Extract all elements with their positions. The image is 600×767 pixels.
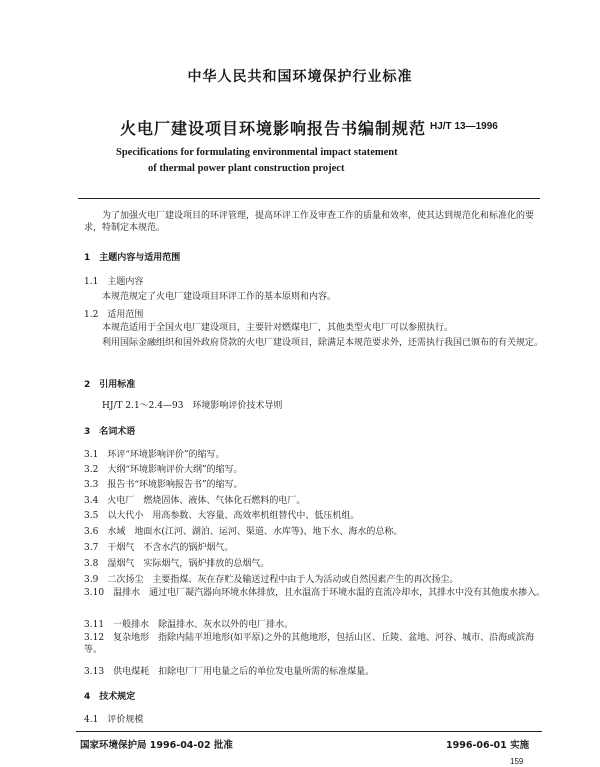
section-4-1-title: 4.1 评价规模: [84, 715, 144, 725]
term-3-12: [84, 632, 550, 656]
section-1-1-text: 本规范规定了火电厂建设项目环评工作的基本原则和内容。: [102, 292, 337, 302]
term-text: 水域 地面水(江河、湖泊、运河、渠道、水库等)、地下水、海水的总称。: [107, 527, 403, 537]
term-number: 3.5: [84, 511, 99, 521]
term-text: 复杂地形 指除内陆平坦地形(如平原)之外的其他地形，包括山区、丘陵、盆地、河谷、城市、沿海或滨海等。: [84, 633, 535, 655]
section-1-2-text1: 本规范适用于全国火电厂建设项目，主要针对燃煤电厂，其他类型火电厂可以参照执行。: [102, 323, 454, 333]
approval-note: 国家环境保护局 1996-04-02 批准: [80, 740, 233, 751]
term-number: 3.7: [84, 543, 99, 553]
term-text: 报告书“环境影响报告书”的缩写。: [107, 480, 243, 490]
term-text: 供电煤耗 扣除电厂厂用电量之后的单位发电量所需的标准煤量。: [113, 667, 375, 677]
section-1-2-title: 1.2 适用范围: [84, 310, 144, 320]
section-1-2-text2: 利用国际金融组织和国外政府贷款的火电厂建设项目，除满足本规范要求外，还需执行我国已颁布的有关规定。: [102, 338, 544, 348]
term-3-3: [84, 477, 243, 490]
section-3-heading: 3 名词术语: [84, 427, 136, 437]
document-title-english-line2: of thermal power plant construction project: [148, 163, 345, 174]
term-number: 3.6: [84, 527, 99, 537]
term-text: 一般排水 除温排水、灰水以外的电厂排水。: [113, 620, 294, 630]
term-number: 3.3: [84, 480, 99, 490]
term-text: 二次扬尘 主要指煤、灰在存贮及输送过程中由于人为活动或自然因素产生的再次扬尘。: [107, 575, 459, 585]
term-number: 3.8: [84, 559, 99, 569]
term-3-2: [84, 462, 243, 475]
term-text: 大纲“环境影响评价大纲”的缩写。: [107, 465, 243, 475]
bottom-divider: [76, 731, 542, 732]
document-title-chinese: 火电厂建设项目环境影响报告书编制规范: [120, 119, 427, 138]
section-2-heading: 2 引用标准: [84, 380, 136, 390]
term-number: 3.13: [84, 667, 105, 677]
term-number: 3.9: [84, 575, 99, 585]
term-3-4: [84, 493, 305, 506]
section-2-reference: HJ/T 2.1～2.4—93 环境影响评价技术导则: [102, 401, 283, 411]
term-number: 3.12: [84, 633, 105, 643]
term-3-9: [84, 572, 458, 585]
issuing-organization: 中华人民共和国环境保护行业标准: [187, 69, 413, 85]
term-3-6: [84, 524, 402, 537]
term-text: 火电厂 燃烧固体、液体、气体化石燃料的电厂。: [107, 496, 306, 506]
document-title-english-line1: Specifications for formulating environmental impact statement: [116, 147, 398, 158]
term-3-13: [84, 664, 374, 677]
term-3-5: [84, 508, 359, 521]
term-number: 3.11: [84, 620, 105, 630]
term-text: 环评“环境影响评价”的缩写。: [107, 450, 225, 460]
top-divider: [78, 198, 540, 199]
term-number: 3.10: [84, 588, 105, 598]
term-text: 干烟气 不含水汽的锅炉烟气。: [107, 543, 234, 553]
page-number: 159: [510, 757, 524, 766]
section-1-1-title: 1.1 主题内容: [84, 277, 144, 287]
intro-paragraph: 为了加强火电厂建设项目的环评管理，提高环评工作及审查工作的质量和效率，使其达到规范化和标准化的要求，特制定本规范。: [84, 211, 535, 233]
term-number: 3.1: [84, 450, 99, 460]
term-3-11: [84, 617, 293, 630]
term-number: 3.4: [84, 496, 99, 506]
effective-date: 1996-06-01 实施: [446, 740, 530, 751]
term-3-10: [84, 587, 550, 599]
section-1-heading: 1 主题内容与适用范围: [84, 253, 181, 263]
term-3-8: [84, 556, 269, 569]
term-3-7: [84, 540, 233, 553]
term-3-1: [84, 447, 225, 460]
standard-code: HJ/T 13—1996: [430, 121, 498, 132]
term-number: 3.2: [84, 465, 99, 475]
section-4-heading: 4 技术规定: [84, 692, 136, 702]
term-text: 温排水 通过电厂凝汽器向环境水体排放，且水温高于环境水温的直流冷却水，其排水中没有其他废水掺入。: [113, 588, 546, 598]
term-text: 湿烟气 实际烟气，锅炉排放的总烟气。: [107, 559, 270, 569]
term-text: 以大代小 用高参数、大容量、高效率机组替代中、低压机组。: [107, 511, 360, 521]
